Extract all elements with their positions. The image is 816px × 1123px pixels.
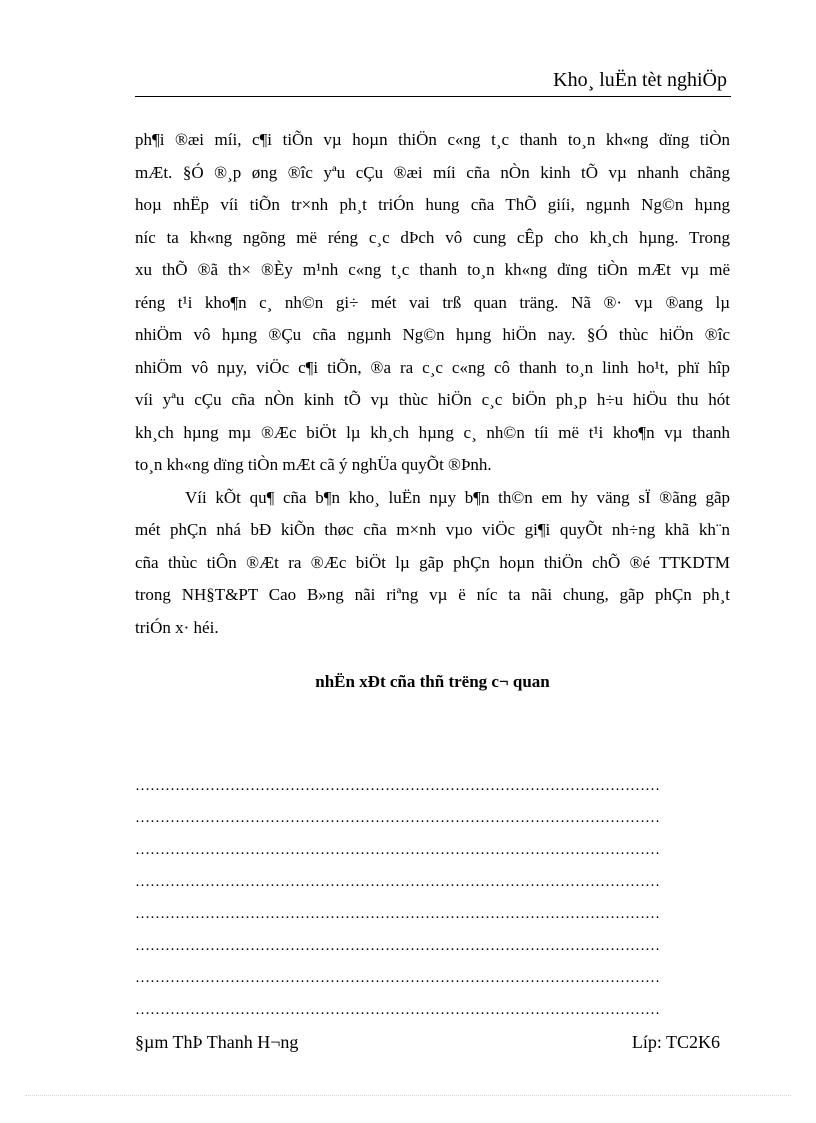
text-line: mÆt. §Ó ®¸p øng ®îc yªu cÇu ®æi míi cña nÒn kinh tÕ vµ nhanh chãng bbox=[135, 162, 730, 182]
text-line: níc ta kh«ng ngõng më réng c¸c dÞch vô cung cÊp cho kh¸ch hµng. Trong bbox=[135, 227, 730, 247]
body-text bbox=[135, 124, 730, 644]
text-line: to¸n kh«ng dïng tiÒn mÆt cã ý nghÜa quyÕt ®Þnh. bbox=[135, 455, 492, 474]
text-line: xu thÕ ®ã th× ®Èy m¹nh c«ng t¸c thanh to¸n kh«ng dïng tiÒn mÆt vµ më bbox=[135, 260, 730, 279]
page-header bbox=[135, 66, 731, 97]
dotted-line: …………………………………………………………………………………………… bbox=[135, 938, 660, 954]
dotted-lines bbox=[135, 770, 730, 1026]
dotted-line: …………………………………………………………………………………………… bbox=[135, 906, 660, 922]
text-line: hoµ nhËp víi tiÕn tr×nh ph¸t triÓn hung cña ThÕ giíi, ngµnh Ng©n hµng bbox=[135, 195, 730, 214]
dotted-line: …………………………………………………………………………………………… bbox=[135, 810, 660, 826]
dotted-line: …………………………………………………………………………………………… bbox=[135, 970, 660, 986]
text-line: trong NH§T&PT Cao B»ng nãi riªng vµ ë níc ta nãi chung, gãp phÇn ph¸t bbox=[135, 585, 730, 604]
text-line: víi yªu cÇu cña nÒn kinh tÕ vµ thùc hiÖn c¸c biÖn ph¸p h÷u hiÖu thu hót bbox=[135, 390, 730, 409]
text-line: mét phÇn nhá bÐ kiÕn thøc cña m×nh vµo viÖc gi¶i quyÕt nh÷ng khã kh¨n bbox=[135, 520, 730, 539]
text-line: nhiÖm vô nµy, viÖc c¶i tiÕn, ®a ra c¸c c«ng cô thanh to¸n linh ho¹t, phï hîp bbox=[135, 357, 730, 377]
text-line: réng t¹i kho¶n c¸ nh©n gi÷ mét vai trß quan träng. Nã ®· vµ ®ang lµ bbox=[135, 292, 730, 312]
header-title: Kho¸ luËn tèt nghiÖp bbox=[553, 69, 727, 91]
text-line: triÓn x· héi. bbox=[135, 617, 219, 637]
page-bottom-rule bbox=[25, 1095, 791, 1096]
dotted-line: …………………………………………………………………………………………… bbox=[135, 874, 660, 890]
dotted-line: …………………………………………………………………………………………… bbox=[135, 1002, 660, 1018]
dotted-line: …………………………………………………………………………………………… bbox=[135, 842, 660, 858]
text-line: ph¶i ®æi míi, c¶i tiÕn vµ hoµn thiÖn c«ng t¸c thanh to¸n kh«ng dïng tiÒn bbox=[135, 130, 730, 149]
text-line: nhiÖm vô hµng ®Çu cña ngµnh Ng©n hµng hiÖn nay. §Ó thùc hiÖn ®îc bbox=[135, 325, 730, 344]
text-line: cña thùc tiÔn ®Æt ra ®Æc biÖt lµ gãp phÇn hoµn thiÖn chÕ ®é TTKDTM bbox=[135, 552, 730, 572]
footer-author: §µm ThÞ Thanh H¬ng bbox=[135, 1032, 299, 1052]
footer-class: Líp: TC2K6 bbox=[631, 1032, 720, 1052]
dotted-line: …………………………………………………………………………………………… bbox=[135, 778, 660, 794]
section-title: nhËn xÐt cña thñ trëng c¬ quan bbox=[315, 672, 550, 691]
text-line: kh¸ch hµng mµ ®Æc biÖt lµ kh¸ch hµng c¸ nh©n tíi më t¹i kho¶n vµ thanh bbox=[135, 422, 730, 442]
text-line: Víi kÕt qu¶ cña b¶n kho¸ luËn nµy b¶n th©n em hy väng sÏ ®ãng gãp bbox=[185, 487, 730, 507]
